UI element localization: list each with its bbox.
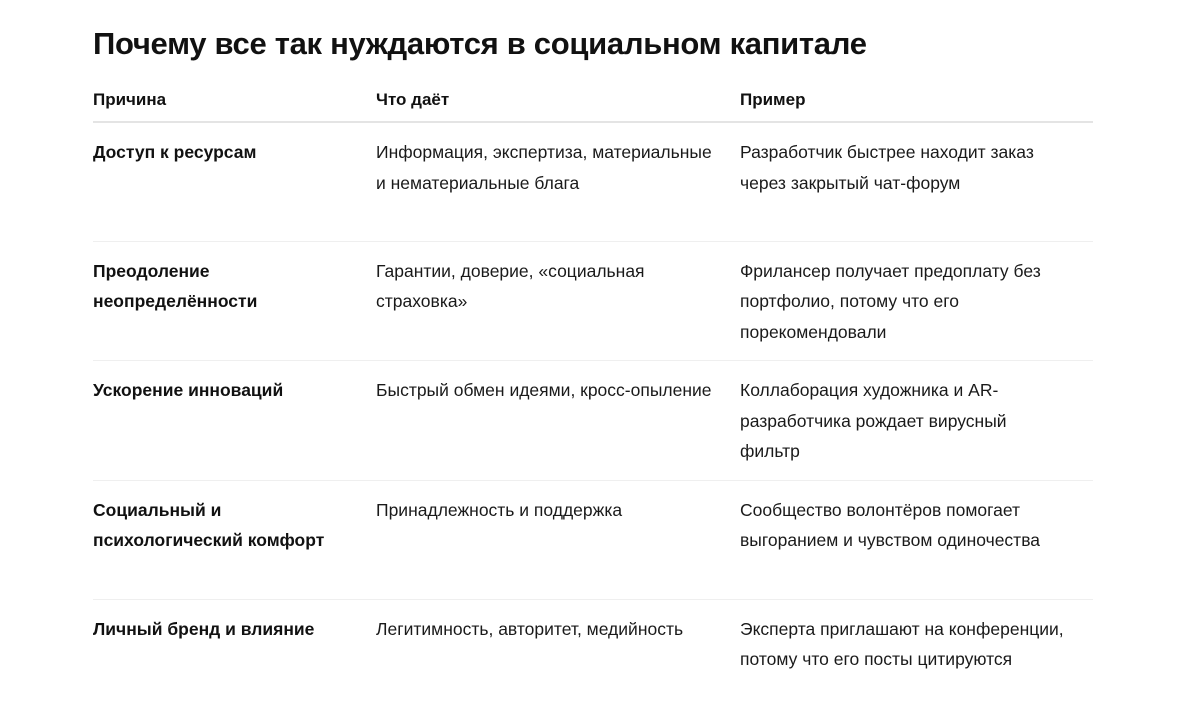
cell-reason: Доступ к ресурсам — [93, 122, 376, 241]
cell-gives: Быстрый обмен идеями, кросс-опыление — [376, 361, 740, 481]
table-row — [93, 361, 1093, 481]
header-row — [93, 83, 1093, 122]
social-capital-table — [93, 83, 1093, 718]
cell-gives: Легитимность, авторитет, медийность — [376, 618, 684, 639]
cell-example: Сообщество волонтёров помогает выгоранием и чувством одиночества — [740, 480, 1093, 599]
table-row — [93, 241, 1093, 361]
cell-gives: Принадлежность и поддержка — [376, 480, 740, 599]
cell-reason: Социальный и психологический комфорт — [93, 480, 376, 599]
cell-reason: Преодоление неопределённости — [93, 241, 376, 361]
cell-example: Фрилансер получает предоплату без портфолио, потому что его порекомендовали — [740, 241, 1093, 361]
cell-example: Разработчик быстрее находит заказ через закрытый чат-форум — [740, 122, 1093, 241]
cell-reason: Ускорение инноваций — [93, 361, 376, 481]
cell-example: Коллаборация художника и AR-разработчика рождает вирусный фильтр — [740, 361, 1093, 481]
column-header-reason: Причина — [93, 83, 376, 122]
table-row — [93, 480, 1093, 599]
table-row — [93, 122, 1093, 241]
page-title: Почему все так нуждаются в социальном капитале — [93, 26, 867, 61]
cell-example: Эксперта приглашают на конференции, потому что его посты цитируются — [740, 618, 1064, 669]
table-row — [93, 599, 1093, 718]
cell-gives: Информация, экспертиза, материальные и нематериальные блага — [376, 122, 740, 241]
column-header-example: Пример — [740, 83, 1093, 122]
table-header — [93, 83, 1093, 122]
table-body — [93, 122, 1093, 718]
cell-gives: Гарантии, доверие, «социальная страховка» — [376, 241, 740, 361]
cell-reason: Личный бренд и влияние — [93, 618, 315, 639]
column-header-gives: Что даёт — [376, 83, 740, 122]
